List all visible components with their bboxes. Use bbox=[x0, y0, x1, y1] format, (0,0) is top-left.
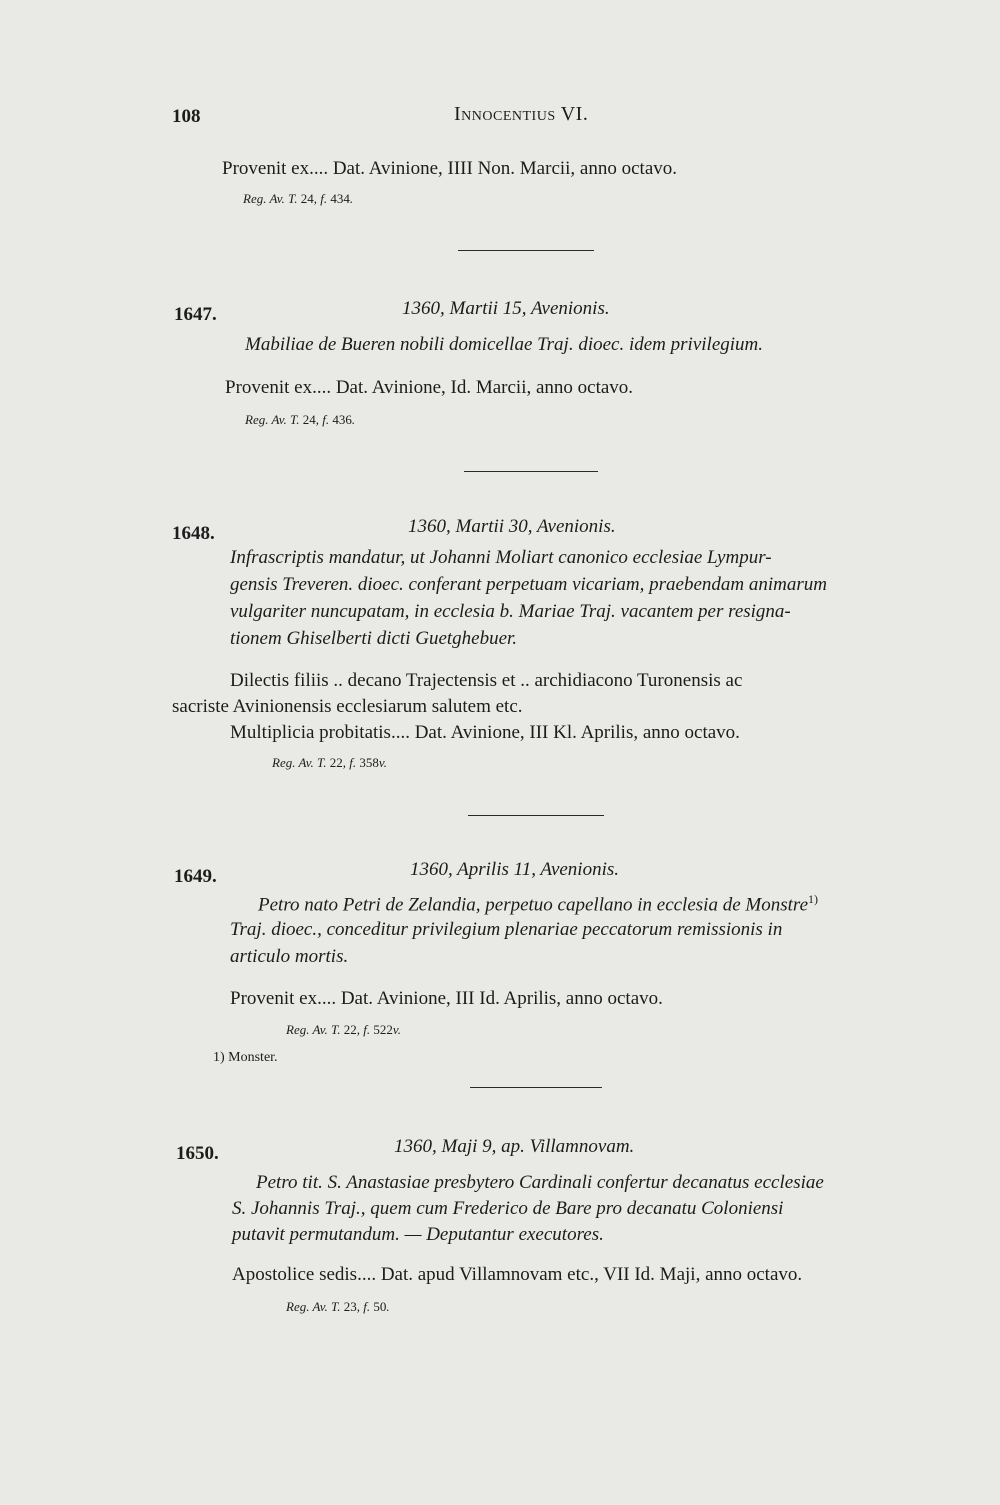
entry-summary-line: Traj. dioec., conceditur privilegium plenariae peccatorum remissionis in bbox=[230, 919, 783, 940]
entry-number: 1648. bbox=[172, 523, 215, 544]
entry-summary-line: Infrascriptis mandatur, ut Johanni Moliart canonico ecclesiae Lympur- bbox=[230, 547, 772, 568]
entry-body-line: Provenit ex.... Dat. Avinione, III Id. Aprilis, anno octavo. bbox=[230, 988, 663, 1009]
entry-reg: Reg. Av. T. 24, f. 436. bbox=[245, 412, 356, 427]
divider bbox=[464, 471, 598, 472]
divider bbox=[468, 815, 604, 816]
entry-reg: Reg. Av. T. 22, f. 358v. bbox=[272, 755, 387, 770]
entry-summary-line: vulgariter nuncupatam, in ecclesia b. Mariae Traj. vacantem per resigna- bbox=[230, 601, 791, 622]
entry-summary-line: gensis Treveren. dioec. conferant perpetuam vicariam, praebendam animarum bbox=[230, 574, 827, 595]
entry-reg: Reg. Av. T. 23, f. 50. bbox=[286, 1299, 390, 1314]
top-entry-reg: Reg. Av. T. 24, f. 434. bbox=[243, 191, 354, 206]
entry-number: 1649. bbox=[174, 866, 217, 887]
entry-body-line: Multiplicia probitatis.... Dat. Avinione, III Kl. Aprilis, anno octavo. bbox=[230, 722, 740, 743]
entry-date: 1360, Martii 30, Avenionis. bbox=[408, 516, 616, 537]
entry-summary-line: tionem Ghiselberti dicti Guetghebuer. bbox=[230, 628, 518, 649]
entry-summary-line: Mabiliae de Bueren nobili domicellae Traj. dioec. idem privilegium. bbox=[245, 334, 764, 355]
footnote: 1) Monster. bbox=[213, 1050, 278, 1065]
entry-number: 1650. bbox=[176, 1143, 219, 1164]
entry-body-line: Provenit ex.... Dat. Avinione, Id. Marcii, anno octavo. bbox=[225, 377, 634, 398]
page-number: 108 bbox=[172, 106, 201, 127]
divider bbox=[470, 1087, 602, 1088]
entry-summary-line: S. Johannis Traj., quem cum Frederico de Bare pro decanatu Coloniensi bbox=[232, 1198, 784, 1219]
entry-summary-text: Petro nato Petri de Zelandia, perpetuo capellano in ecclesia de Monstre bbox=[258, 894, 808, 916]
entry-body-line: Dilectis filiis .. decano Trajectensis et .. archidiacono Turonensis ac bbox=[230, 670, 743, 691]
footnote-mark: 1) bbox=[808, 892, 818, 906]
entry-date: 1360, Martii 15, Avenionis. bbox=[402, 298, 610, 319]
entry-body-line: Apostolice sedis.... Dat. apud Villamnovam etc., VII Id. Maji, anno octavo. bbox=[232, 1264, 803, 1285]
entry-summary-line: Petro tit. S. Anastasiae presbytero Cardinali confertur decanatus ecclesiae bbox=[256, 1172, 824, 1193]
entry-summary-line: putavit permutandum. — Deputantur executores. bbox=[232, 1224, 604, 1245]
entry-reg: Reg. Av. T. 22, f. 522v. bbox=[286, 1022, 401, 1037]
entry-summary-line: articulo mortis. bbox=[230, 946, 349, 967]
top-entry-line: Provenit ex.... Dat. Avinione, IIII Non. Marcii, anno octavo. bbox=[222, 158, 678, 179]
entry-number: 1647. bbox=[174, 304, 217, 325]
running-title: Innocentius VI. bbox=[454, 103, 589, 125]
entry-body-line: sacriste Avinionensis ecclesiarum salutem etc. bbox=[172, 696, 523, 717]
entry-date: 1360, Maji 9, ap. Villamnovam. bbox=[394, 1136, 635, 1157]
divider bbox=[458, 250, 594, 251]
entry-summary-line bbox=[258, 892, 818, 916]
entry-date: 1360, Aprilis 11, Avenionis. bbox=[410, 859, 620, 880]
